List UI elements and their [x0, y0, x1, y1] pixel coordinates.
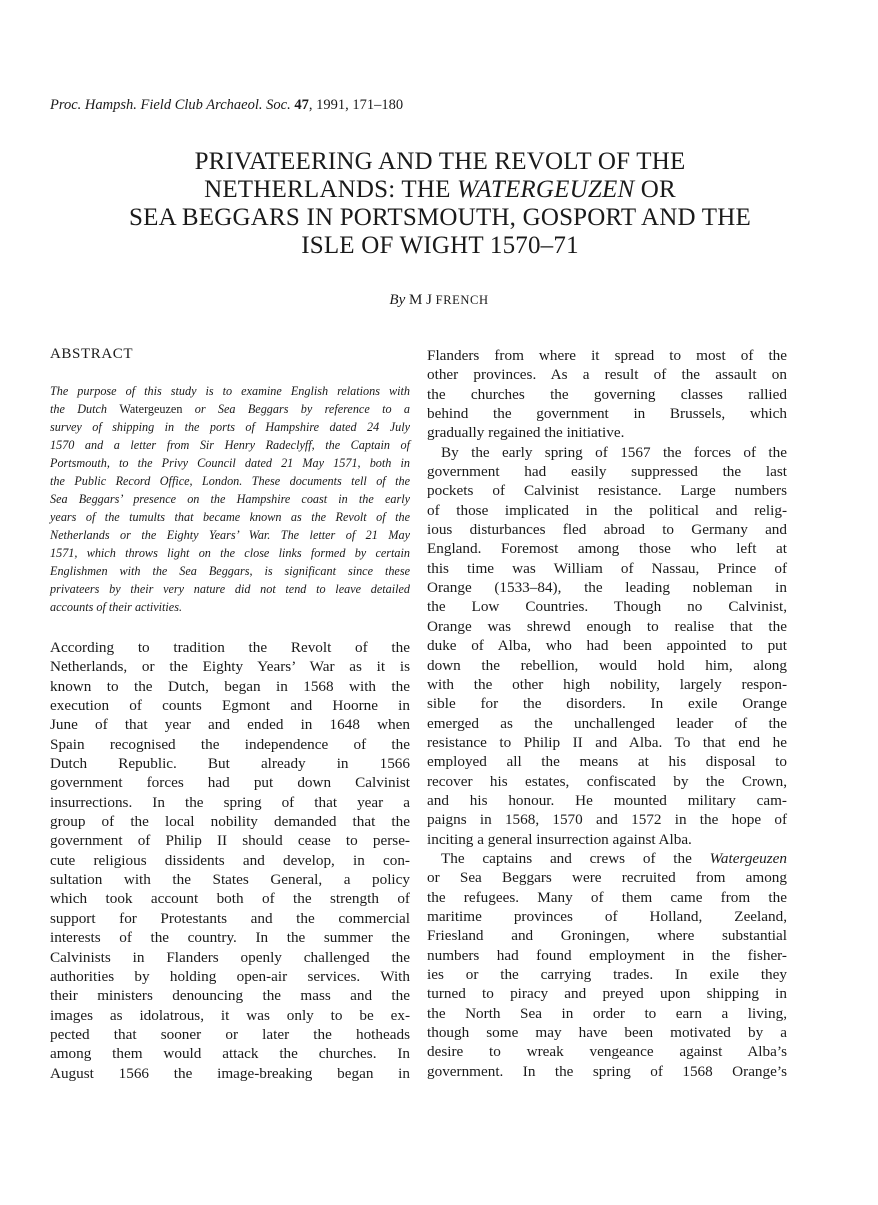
abstract-line: Portsmouth, to the Privy Council dated 21 May 1571, both in: [50, 456, 410, 470]
right-p2-line: of those implicated in the political and relig-: [427, 501, 787, 519]
right-p1-line: Flanders from where it spread to most of the: [427, 347, 787, 364]
left-body-line: Dutch Republic. But already in 1566: [50, 755, 410, 773]
right-p3-line: government. In the spring of 1568 Orange’s: [427, 1062, 787, 1080]
title-line-2: [60, 176, 820, 204]
abstract-text: [50, 382, 410, 616]
right-p3-line: maritime provinces of Holland, Zeeland,: [427, 907, 787, 925]
left-body-line: their ministers denouncing the mass and the: [50, 987, 410, 1005]
title-line-2-italic: WATERGEUZEN: [457, 176, 635, 203]
abstract-line: Sea Beggars’ presence on the Hampshire coast in the early: [50, 492, 410, 506]
left-body-line: June of that year and ended in 1648 when: [50, 716, 410, 734]
right-p2-line: inciting a general insurrection against Alba.: [427, 830, 692, 848]
right-p2-line: with the other high nobility, largely respon-: [427, 675, 787, 693]
left-body-line: August 1566 the image-breaking began in: [50, 1064, 410, 1082]
right-p2-line: this time was William of Nassau, Prince of: [427, 559, 787, 577]
title-line-1: PRIVATEERING AND THE REVOLT OF THE: [194, 148, 686, 175]
left-body-line: interests of the country. In the summer the: [50, 929, 410, 947]
abstract-line: 1570 and a letter from Sir Henry Radeclyff, the Captain of: [50, 438, 410, 452]
abstract-line: accounts of their activities.: [50, 600, 183, 614]
left-body-line: images as idolatrous, it was only to be ex-: [50, 1006, 410, 1024]
right-p1-line: the churches the governing classes rallied: [427, 385, 787, 403]
citation-details: , 1991, 171–180: [308, 97, 404, 113]
left-body-line: authorities by holding open-air services. With: [50, 967, 410, 985]
abstract-line: Englishmen with the Sea Beggars, is significant since these: [50, 564, 410, 578]
abstract-line: the Public Record Office, London. These documents tell of the: [50, 474, 410, 488]
abstract-line: 1571, which throws light on the close links formed by certain: [50, 546, 410, 560]
abstract-line: years of the tumults that became known as the Revolt of the: [50, 510, 410, 524]
right-paragraph-2: [427, 443, 787, 849]
left-body-line: government of Philip II should cease to perse-: [50, 832, 410, 850]
right-p3-line: The captains and crews of the Watergeuzen: [441, 849, 787, 867]
right-p2-line: and his honour. He mounted military cam-: [427, 791, 787, 809]
right-p2-line: sible for the disorders. In exile Orange: [427, 695, 787, 713]
left-body-paragraph: [50, 638, 410, 1083]
right-p3-line: though some may have been motivated by a: [427, 1024, 787, 1042]
right-p1-line: gradually regained the initiative.: [427, 424, 625, 442]
right-p3-line: numbers had found employment in the fisher-: [427, 946, 787, 964]
right-p2-line: down the rebellion, would hold him, along: [427, 656, 787, 674]
right-p2-line: pockets of Calvinist resistance. Large numbers: [427, 482, 787, 500]
byline-initials: M J: [408, 292, 436, 308]
left-body-line: Spain recognised the independence of the: [50, 735, 410, 753]
right-p2-line: paigns in 1568, 1570 and 1572 in the hope of: [427, 811, 787, 829]
left-body-line: government forces had put down Calvinist: [50, 774, 410, 792]
left-body-line: support for Protestants and the commercial: [50, 909, 410, 927]
right-p2-line: government had easily suppressed the last: [427, 463, 787, 481]
citation-volume: 47: [294, 97, 309, 113]
left-body-line: execution of counts Egmont and Hoorne in: [50, 697, 410, 715]
right-p3-line: the North Sea in order to earn a living,: [427, 1004, 787, 1022]
title-line-3: SEA BEGGARS IN PORTSMOUTH, GOSPORT AND THE: [129, 204, 751, 231]
right-p2-line: Orange (1533–84), the leading nobleman in: [427, 579, 787, 597]
left-body-line: which took account both of the strength of: [50, 890, 410, 908]
right-paragraph-3: [427, 849, 787, 1081]
title-line-4: ISLE OF WIGHT 1570–71: [301, 232, 579, 259]
right-p1-line: other provinces. As a result of the assault on: [427, 366, 787, 384]
left-column: [50, 346, 410, 1083]
abstract-line: privateers by their very nature did not tend to leave detailed: [50, 582, 410, 596]
left-body-line: Calvinists in Flanders openly challenged the: [50, 948, 410, 966]
title-line-2-a: NETHERLANDS: THE: [204, 176, 458, 203]
right-p2-line: resistance to Philip II and Alba. To that end he: [427, 733, 787, 751]
left-body-line: group of the local nobility demanded that the: [50, 813, 410, 831]
right-p2-line: Orange was shrewd enough to realise that the: [427, 617, 787, 635]
right-p2-line: the Low Countries. Though no Calvinist,: [427, 598, 787, 616]
citation-journal: Proc. Hampsh. Field Club Archaeol. Soc.: [50, 97, 291, 113]
left-body-line: insurrections. In the spring of that year a: [50, 793, 410, 811]
right-p2-line: recover his estates, confiscated by the Crown,: [427, 772, 787, 790]
byline-by: By: [389, 292, 406, 308]
author-byline: [0, 292, 878, 309]
abstract-heading: ABSTRACT: [50, 346, 134, 362]
left-body-line: According to tradition the Revolt of the: [50, 639, 410, 656]
right-p2-line: duke of Alba, who had been appointed to put: [427, 637, 787, 655]
byline-surname: FRENCH: [435, 293, 489, 307]
left-body-line: known to the Dutch, began in 1568 with the: [50, 677, 410, 695]
right-p2-line: ious disturbances fled abroad to Germany and: [427, 521, 787, 539]
abstract-line: survey of shipping in the ports of Hampshire dated 24 July: [50, 420, 410, 434]
abstract-line: Netherlands or the Eighty Years’ War. The letter of 21 May: [50, 528, 410, 542]
right-p2-line: England. Foremost among those who left at: [427, 540, 787, 558]
journal-citation: [50, 97, 403, 114]
right-p3-line: the refugees. Many of them came from the: [427, 888, 787, 906]
right-p2-line: emerged as the unchallenged leader of the: [427, 714, 787, 732]
right-p2-line: By the early spring of 1567 the forces of the: [441, 443, 787, 461]
right-p3-line: or Sea Beggars were recruited from among: [427, 869, 787, 887]
abstract-line: The purpose of this study is to examine English relations with: [50, 384, 410, 398]
article-title: [60, 148, 820, 260]
right-p2-line: employed all the means at his disposal to: [427, 753, 787, 771]
abstract-line: the Dutch Watergeuzen or Sea Beggars by reference to a: [50, 402, 410, 416]
right-p3-line: Friesland and Groningen, where substantial: [427, 927, 787, 945]
right-p3-line: turned to piracy and preyed upon shipping in: [427, 985, 787, 1003]
right-column: [427, 346, 787, 1081]
left-body-line: pected that sooner or later the hotheads: [50, 1025, 410, 1043]
left-body-line: Netherlands, or the Eighty Years’ War as it is: [50, 658, 410, 676]
left-body-line: among them would attack the churches. In: [50, 1045, 410, 1063]
title-line-2-b: OR: [634, 176, 676, 203]
right-p3-line: desire to wreak vengeance against Alba’s: [427, 1043, 787, 1061]
right-p1-line: behind the government in Brussels, which: [427, 405, 787, 423]
right-p3-line: ies or the carrying trades. In exile they: [427, 966, 787, 983]
left-body-line: sultation with the States General, a policy: [50, 871, 410, 889]
right-paragraph-1: [427, 346, 787, 443]
left-body-line: cute religious dissidents and develop, in con-: [50, 851, 410, 869]
